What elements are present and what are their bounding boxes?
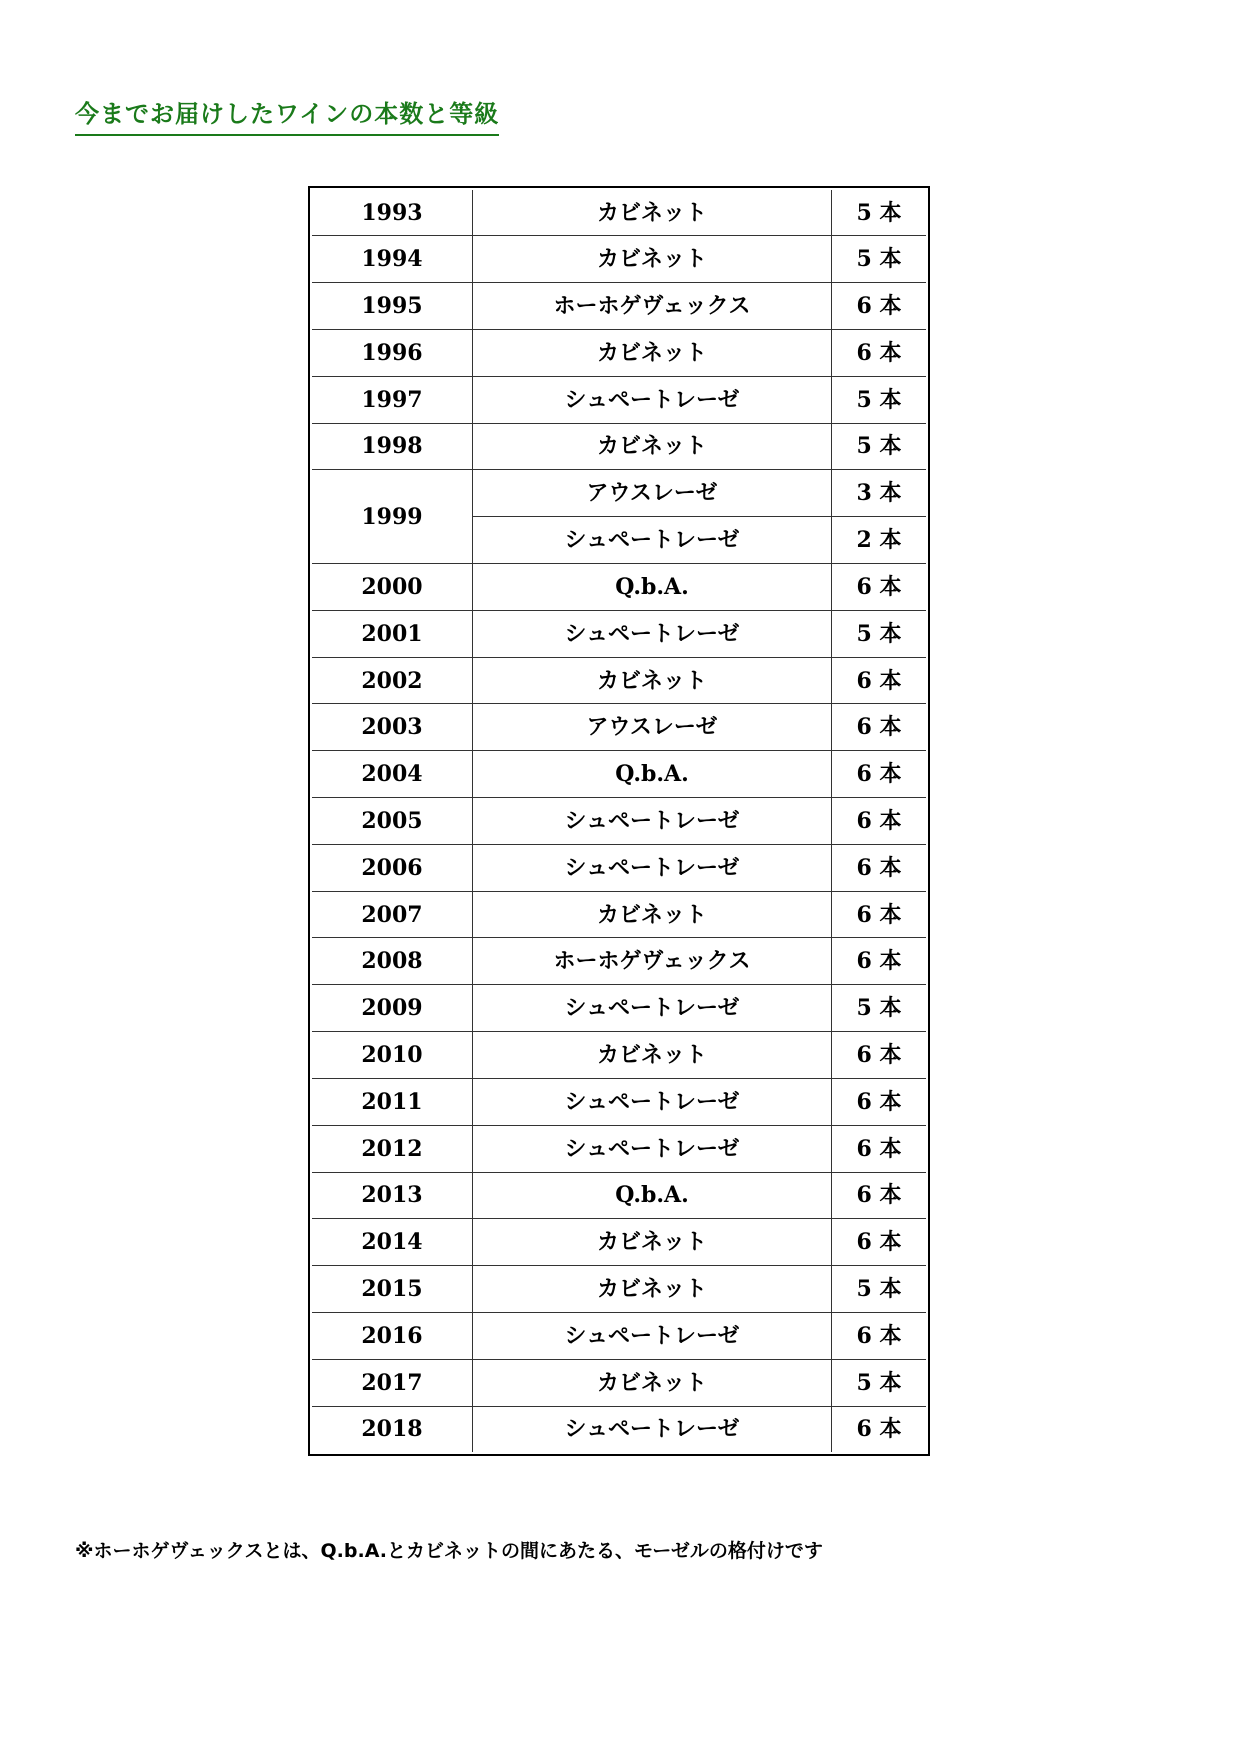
- table-row: [312, 704, 926, 751]
- bottle-count-cell: 2 本: [832, 517, 927, 564]
- bottle-count-cell: 6 本: [832, 938, 927, 985]
- grade-cell: アウスレーゼ: [473, 470, 832, 517]
- table-row: [312, 1312, 926, 1359]
- wine-table-frame: [308, 186, 930, 1456]
- year-cell: 2001: [312, 610, 473, 657]
- footnote: ※ホーホゲヴェックスとは、Q.b.A.とカビネットの間にあたる、モーゼルの格付けです: [75, 1540, 823, 1562]
- bottle-count-cell: 6 本: [832, 1032, 927, 1079]
- year-cell: 2008: [312, 938, 473, 985]
- wine-table: [312, 190, 926, 1452]
- table-row: [312, 1266, 926, 1313]
- year-cell: 2006: [312, 844, 473, 891]
- bottle-count-cell: 6 本: [832, 1406, 927, 1452]
- grade-cell: カビネット: [473, 236, 832, 283]
- table-row: [312, 236, 926, 283]
- year-cell: 2011: [312, 1078, 473, 1125]
- bottle-count-cell: 6 本: [832, 1078, 927, 1125]
- year-cell: 1999: [312, 470, 473, 564]
- grade-cell: カビネット: [473, 657, 832, 704]
- year-cell: 2005: [312, 798, 473, 845]
- grade-cell: シュペートレーゼ: [473, 1125, 832, 1172]
- bottle-count-cell: 6 本: [832, 657, 927, 704]
- bottle-count-cell: 6 本: [832, 891, 927, 938]
- bottle-count-cell: 6 本: [832, 798, 927, 845]
- grade-cell: シュペートレーゼ: [473, 1406, 832, 1452]
- bottle-count-cell: 6 本: [832, 563, 927, 610]
- table-row: [312, 376, 926, 423]
- bottle-count-cell: 5 本: [832, 190, 927, 236]
- table-row: [312, 891, 926, 938]
- year-cell: 2003: [312, 704, 473, 751]
- year-cell: 2004: [312, 751, 473, 798]
- bottle-count-cell: 3 本: [832, 470, 927, 517]
- wine-table-body: [312, 190, 926, 1452]
- grade-cell: カビネット: [473, 1032, 832, 1079]
- table-row: [312, 938, 926, 985]
- year-cell: 1998: [312, 423, 473, 470]
- bottle-count-cell: 6 本: [832, 1125, 927, 1172]
- bottle-count-cell: 5 本: [832, 985, 927, 1032]
- table-row: [312, 1406, 926, 1452]
- year-cell: 2010: [312, 1032, 473, 1079]
- year-cell: 2000: [312, 563, 473, 610]
- year-cell: 1996: [312, 329, 473, 376]
- grade-cell: シュペートレーゼ: [473, 376, 832, 423]
- bottle-count-cell: 6 本: [832, 1172, 927, 1219]
- bottle-count-cell: 5 本: [832, 1266, 927, 1313]
- grade-cell: Q.b.A.: [473, 751, 832, 798]
- year-cell: 2015: [312, 1266, 473, 1313]
- table-row: [312, 470, 926, 517]
- table-row: [312, 751, 926, 798]
- grade-cell: カビネット: [473, 1219, 832, 1266]
- table-row: [312, 1359, 926, 1406]
- grade-cell: ホーホゲヴェックス: [473, 283, 832, 330]
- table-row: [312, 1032, 926, 1079]
- table-row: [312, 1219, 926, 1266]
- grade-cell: Q.b.A.: [473, 563, 832, 610]
- table-row: [312, 190, 926, 236]
- year-cell: 2009: [312, 985, 473, 1032]
- grade-cell: カビネット: [473, 891, 832, 938]
- year-cell: 2017: [312, 1359, 473, 1406]
- grade-cell: シュペートレーゼ: [473, 798, 832, 845]
- grade-cell: シュペートレーゼ: [473, 1312, 832, 1359]
- bottle-count-cell: 5 本: [832, 376, 927, 423]
- table-row: [312, 985, 926, 1032]
- grade-cell: ホーホゲヴェックス: [473, 938, 832, 985]
- table-row: [312, 610, 926, 657]
- grade-cell: シュペートレーゼ: [473, 1078, 832, 1125]
- year-cell: 2014: [312, 1219, 473, 1266]
- bottle-count-cell: 6 本: [832, 329, 927, 376]
- bottle-count-cell: 6 本: [832, 751, 927, 798]
- year-cell: 1993: [312, 190, 473, 236]
- bottle-count-cell: 5 本: [832, 236, 927, 283]
- year-cell: 2016: [312, 1312, 473, 1359]
- grade-cell: Q.b.A.: [473, 1172, 832, 1219]
- year-cell: 2013: [312, 1172, 473, 1219]
- grade-cell: カビネット: [473, 423, 832, 470]
- grade-cell: カビネット: [473, 1266, 832, 1313]
- grade-cell: シュペートレーゼ: [473, 985, 832, 1032]
- year-cell: 2007: [312, 891, 473, 938]
- bottle-count-cell: 5 本: [832, 610, 927, 657]
- bottle-count-cell: 5 本: [832, 1359, 927, 1406]
- bottle-count-cell: 6 本: [832, 844, 927, 891]
- bottle-count-cell: 6 本: [832, 704, 927, 751]
- grade-cell: シュペートレーゼ: [473, 610, 832, 657]
- year-cell: 1994: [312, 236, 473, 283]
- table-row: [312, 329, 926, 376]
- table-row: [312, 1125, 926, 1172]
- grade-cell: アウスレーゼ: [473, 704, 832, 751]
- year-cell: 2002: [312, 657, 473, 704]
- table-row: [312, 798, 926, 845]
- year-cell: 1997: [312, 376, 473, 423]
- table-row: [312, 1078, 926, 1125]
- page-title: 今までお届けしたワインの本数と等級: [75, 94, 499, 136]
- table-row: [312, 657, 926, 704]
- table-row: [312, 283, 926, 330]
- bottle-count-cell: 6 本: [832, 1219, 927, 1266]
- year-cell: 1995: [312, 283, 473, 330]
- bottle-count-cell: 5 本: [832, 423, 927, 470]
- year-cell: 2018: [312, 1406, 473, 1452]
- table-row: [312, 1172, 926, 1219]
- grade-cell: カビネット: [473, 190, 832, 236]
- bottle-count-cell: 6 本: [832, 283, 927, 330]
- table-row: [312, 563, 926, 610]
- table-row: [312, 423, 926, 470]
- year-cell: 2012: [312, 1125, 473, 1172]
- table-row: [312, 844, 926, 891]
- grade-cell: シュペートレーゼ: [473, 517, 832, 564]
- bottle-count-cell: 6 本: [832, 1312, 927, 1359]
- grade-cell: シュペートレーゼ: [473, 844, 832, 891]
- grade-cell: カビネット: [473, 1359, 832, 1406]
- grade-cell: カビネット: [473, 329, 832, 376]
